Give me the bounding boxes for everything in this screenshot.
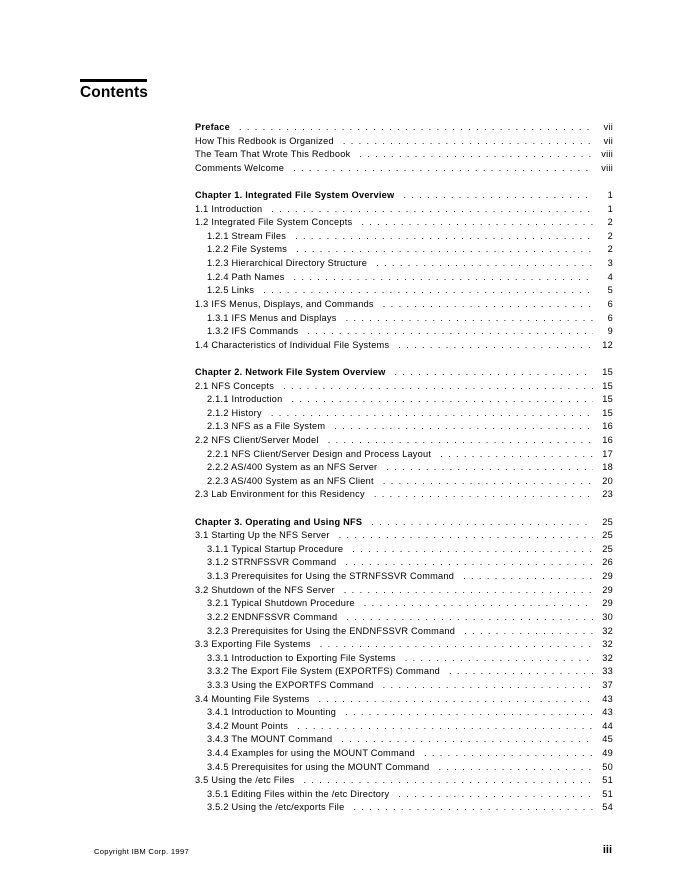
toc-entry-page: 18 (602, 462, 613, 473)
toc-entry-title: 2.2.3 AS/400 System as an NFS Client (207, 475, 374, 486)
toc-entry-page: vii (603, 122, 613, 132)
toc-entry-page: 12 (602, 339, 613, 350)
toc-entry[interactable] (195, 652, 613, 666)
toc-dot-leader (341, 733, 593, 747)
toc-entry-title: 3.5 Using the /etc Files (195, 775, 295, 786)
toc-entry[interactable] (195, 366, 613, 380)
toc-dot-leader (339, 529, 593, 543)
toc-entry[interactable] (195, 774, 613, 788)
toc-entry-title: 1.2.5 Links (207, 285, 255, 296)
toc-entry-title: 2.2.1 NFS Client/Server Design and Process Layout (207, 448, 432, 459)
toc-entry[interactable] (195, 488, 613, 502)
toc-entry-page: 6 (607, 312, 613, 323)
toc-dot-leader (334, 420, 593, 434)
toc-entry-title: 3.1.2 STRNFSSVR Command (207, 557, 337, 568)
toc-entry-page: 17 (602, 448, 613, 459)
toc-entry-page: 54 (602, 802, 613, 813)
toc-entry[interactable] (195, 216, 613, 230)
toc-entry-page: 25 (602, 516, 613, 527)
toc-entry-title: 2.1 NFS Concepts (195, 380, 275, 391)
toc-dot-leader (464, 625, 593, 639)
toc-dot-leader (386, 461, 593, 475)
toc-entry-title: 2.1.3 NFS as a File System (207, 421, 326, 432)
toc-entry[interactable] (195, 203, 613, 217)
toc-entry-title: 3.4 Mounting File Systems (195, 693, 310, 704)
toc-entry-page: 6 (607, 298, 613, 309)
toc-entry-page: 1 (607, 203, 613, 214)
page-title: Contents (80, 84, 148, 101)
toc-entry-page: 30 (602, 611, 613, 622)
toc-entry[interactable] (195, 339, 613, 353)
toc-entry-page: 9 (607, 326, 613, 337)
toc-entry-page: 15 (602, 366, 613, 377)
heading-rule (80, 79, 147, 82)
toc-dot-leader (398, 788, 593, 802)
toc-dot-leader (398, 339, 593, 353)
toc-entry-title: 3.4.1 Introduction to Mounting (207, 707, 337, 718)
toc-dot-leader (345, 706, 593, 720)
toc-dot-leader (403, 189, 593, 203)
toc-entry[interactable] (195, 747, 613, 761)
toc-entry-title: 3.3 Exporting File Systems (195, 639, 311, 650)
toc-entry[interactable] (195, 584, 613, 598)
toc-dot-leader (303, 774, 593, 788)
toc-entry-page: 16 (602, 421, 613, 432)
toc-entry-title: 2.1.1 Introduction (207, 394, 283, 405)
toc-entry[interactable] (195, 516, 613, 530)
toc-entry[interactable] (195, 679, 613, 693)
toc-entry-title: 2.1.2 History (207, 407, 262, 418)
toc-entry-title: 3.2.1 Typical Shutdown Procedure (207, 598, 355, 609)
toc-entry[interactable] (195, 720, 613, 734)
toc-entry-page: 49 (602, 747, 613, 758)
toc-entry[interactable] (195, 325, 613, 339)
toc-entry-title: 3.1.1 Typical Startup Procedure (207, 543, 344, 554)
toc-entry[interactable] (195, 801, 613, 815)
toc-entry-title: 3.2 Shutdown of the NFS Server (195, 584, 335, 595)
toc-entry-page: 15 (602, 380, 613, 391)
toc-dot-leader (320, 638, 593, 652)
toc-entry[interactable] (195, 788, 613, 802)
toc-entry-title: 1.3.1 IFS Menus and Displays (207, 312, 337, 323)
toc-entry-title: 1.3.2 IFS Commands (207, 326, 299, 337)
toc-entry-page: 44 (602, 720, 613, 731)
toc-entry-page: 20 (602, 475, 613, 486)
toc-dot-leader (376, 257, 593, 271)
toc-entry[interactable] (195, 393, 613, 407)
toc-dot-leader (383, 298, 593, 312)
toc-entry[interactable] (195, 461, 613, 475)
toc-entry[interactable] (195, 407, 613, 421)
toc-dot-leader (292, 393, 594, 407)
toc-dot-leader (239, 121, 593, 135)
toc-entry-page: 4 (607, 271, 613, 282)
toc-entry-title: 3.4.3 The MOUNT Command (207, 734, 333, 745)
toc-dot-leader (361, 216, 593, 230)
toc-entry[interactable] (195, 312, 613, 326)
toc-entry-title: 1.2 Integrated File System Concepts (195, 217, 353, 228)
toc-entry[interactable] (195, 570, 613, 584)
toc-entry[interactable] (195, 611, 613, 625)
toc-entry[interactable] (195, 162, 613, 176)
toc-entry-title: 1.2.1 Stream Files (207, 230, 287, 241)
toc-entry-page: 3 (607, 258, 613, 269)
toc-entry-title: Comments Welcome (195, 162, 285, 173)
toc-entry[interactable] (195, 284, 613, 298)
toc-entry-page: 25 (602, 543, 613, 554)
toc-dot-leader (345, 556, 593, 570)
toc-entry-title: Chapter 1. Integrated File System Overview (195, 190, 395, 201)
toc-dot-leader (297, 720, 593, 734)
toc-dot-leader (343, 135, 593, 149)
toc-entry[interactable] (195, 434, 613, 448)
toc-entry[interactable] (195, 543, 613, 557)
toc-entry-page: 45 (602, 734, 613, 745)
toc-entry[interactable] (195, 121, 613, 135)
toc-dot-leader (353, 801, 593, 815)
toc-dot-leader (383, 679, 593, 693)
toc-entry-page: 32 (602, 639, 613, 650)
toc-entry[interactable] (195, 271, 613, 285)
toc-entry-page: 32 (602, 652, 613, 663)
toc-dot-leader (371, 516, 593, 530)
toc-entry-title: 3.3.3 Using the EXPORTFS Command (207, 679, 374, 690)
toc-entry[interactable] (195, 475, 613, 489)
toc-entry[interactable] (195, 529, 613, 543)
table-of-contents (195, 121, 613, 815)
toc-entry-title: 3.3.2 The Export File System (EXPORTFS) Command (207, 666, 441, 677)
toc-entry[interactable] (195, 625, 613, 639)
toc-entry-page: 23 (602, 489, 613, 500)
toc-dot-leader (364, 597, 593, 611)
toc-dot-leader (263, 284, 593, 298)
toc-dot-leader (352, 543, 593, 557)
toc-entry-page: 43 (602, 693, 613, 704)
toc-entry-page: 43 (602, 707, 613, 718)
toc-dot-leader (295, 230, 593, 244)
toc-entry-page: viii (601, 149, 613, 160)
toc-dot-leader (293, 162, 593, 176)
toc-entry-title: The Team That Wrote This Redbook (195, 149, 351, 160)
toc-entry-title: 3.4.4 Examples for using the MOUNT Command (207, 747, 415, 758)
toc-entry[interactable] (195, 243, 613, 257)
toc-entry-title: 3.5.2 Using the /etc/exports File (207, 802, 345, 813)
toc-entry[interactable] (195, 706, 613, 720)
toc-entry-title: 3.2.3 Prerequisites for Using the ENDNFSSVR Command (207, 625, 456, 636)
toc-entry-page: 29 (602, 571, 613, 582)
toc-entry[interactable] (195, 733, 613, 747)
toc-entry-title: 3.4.2 Mount Points (207, 720, 289, 731)
toc-entry-title: 1.1 Introduction (195, 203, 263, 214)
toc-entry-page: 33 (602, 666, 613, 677)
toc-entry-page: 32 (602, 625, 613, 636)
toc-entry[interactable] (195, 761, 613, 775)
toc-entry-title: 3.4.5 Prerequisites for using the MOUNT Command (207, 761, 430, 772)
toc-entry-page: 2 (607, 217, 613, 228)
toc-entry-page: 2 (607, 230, 613, 241)
toc-entry-page: 25 (602, 530, 613, 541)
toc-dot-leader (271, 203, 593, 217)
toc-entry-title: 1.3 IFS Menus, Displays, and Commands (195, 298, 374, 309)
toc-dot-leader (346, 312, 593, 326)
toc-entry-page: 26 (602, 557, 613, 568)
toc-entry[interactable] (195, 230, 613, 244)
toc-entry-title: 3.1.3 Prerequisites for Using the STRNFSSVR Command (207, 571, 455, 582)
toc-entry-title: How This Redbook is Organized (195, 135, 334, 146)
toc-entry-title: 3.3.1 Introduction to Exporting File Systems (207, 652, 396, 663)
toc-entry-title: Preface (195, 122, 230, 132)
toc-dot-leader (307, 325, 593, 339)
toc-entry-page: 50 (602, 761, 613, 772)
toc-dot-leader (449, 665, 593, 679)
toc-entry-title: 2.3 Lab Environment for this Residency (195, 489, 365, 500)
toc-dot-leader (463, 570, 593, 584)
toc-entry-page: 5 (607, 285, 613, 296)
toc-entry-title: 1.4 Characteristics of Individual File Systems (195, 339, 390, 350)
toc-dot-leader (271, 407, 593, 421)
toc-entry-page: 51 (602, 775, 613, 786)
toc-entry-title: 3.2.2 ENDNFSSVR Command (207, 611, 338, 622)
toc-entry-title: 1.2.2 File Systems (207, 244, 288, 255)
toc-dot-leader (383, 475, 593, 489)
toc-dot-leader (344, 584, 593, 598)
toc-dot-leader (440, 448, 593, 462)
toc-entry-title: 3.5.1 Editing Files within the /etc Directory (207, 788, 390, 799)
footer-page-number: iii (602, 844, 612, 856)
toc-entry-page: viii (601, 162, 613, 173)
footer-copyright: Copyright IBM Corp. 1997 (94, 847, 189, 856)
toc-entry[interactable] (195, 189, 613, 203)
toc-entry[interactable] (195, 693, 613, 707)
toc-entry-title: Chapter 3. Operating and Using NFS (195, 516, 363, 527)
toc-dot-leader (438, 761, 593, 775)
toc-entry[interactable] (195, 148, 613, 162)
toc-entry-page: 51 (602, 788, 613, 799)
toc-dot-leader (294, 271, 593, 285)
toc-dot-leader (328, 434, 593, 448)
toc-dot-leader (283, 380, 593, 394)
toc-entry-page: 29 (602, 598, 613, 609)
toc-dot-leader (424, 747, 593, 761)
toc-entry[interactable] (195, 420, 613, 434)
toc-entry-page: 2 (607, 244, 613, 255)
toc-entry[interactable] (195, 638, 613, 652)
toc-entry-title: 1.2.3 Hierarchical Directory Structure (207, 258, 368, 269)
toc-dot-leader (405, 652, 593, 666)
toc-entry-page: vii (603, 135, 613, 146)
toc-entry-title: 3.1 Starting Up the NFS Server (195, 530, 330, 541)
toc-entry-title: 2.2.2 AS/400 System as an NFS Server (207, 462, 378, 473)
toc-entry-title: Chapter 2. Network File System Overview (195, 366, 386, 377)
toc-entry[interactable] (195, 448, 613, 462)
toc-entry[interactable] (195, 257, 613, 271)
toc-dot-leader (296, 243, 593, 257)
toc-dot-leader (395, 366, 593, 380)
toc-entry-title: 1.2.4 Path Names (207, 271, 285, 282)
toc-entry-page: 15 (602, 394, 613, 405)
toc-dot-leader (319, 693, 593, 707)
toc-entry-page: 1 (607, 190, 613, 201)
toc-entry[interactable] (195, 298, 613, 312)
toc-dot-leader (359, 148, 593, 162)
toc-dot-leader (346, 611, 593, 625)
toc-entry-page: 37 (602, 679, 613, 690)
toc-entry[interactable] (195, 556, 613, 570)
toc-entry[interactable] (195, 135, 613, 149)
toc-dot-leader (374, 488, 593, 502)
toc-entry-page: 16 (602, 434, 613, 445)
toc-entry-title: 2.2 NFS Client/Server Model (195, 434, 319, 445)
toc-entry-page: 29 (602, 584, 613, 595)
toc-entry[interactable] (195, 665, 613, 679)
toc-entry[interactable] (195, 597, 613, 611)
toc-entry-page: 15 (602, 407, 613, 418)
toc-entry[interactable] (195, 380, 613, 394)
